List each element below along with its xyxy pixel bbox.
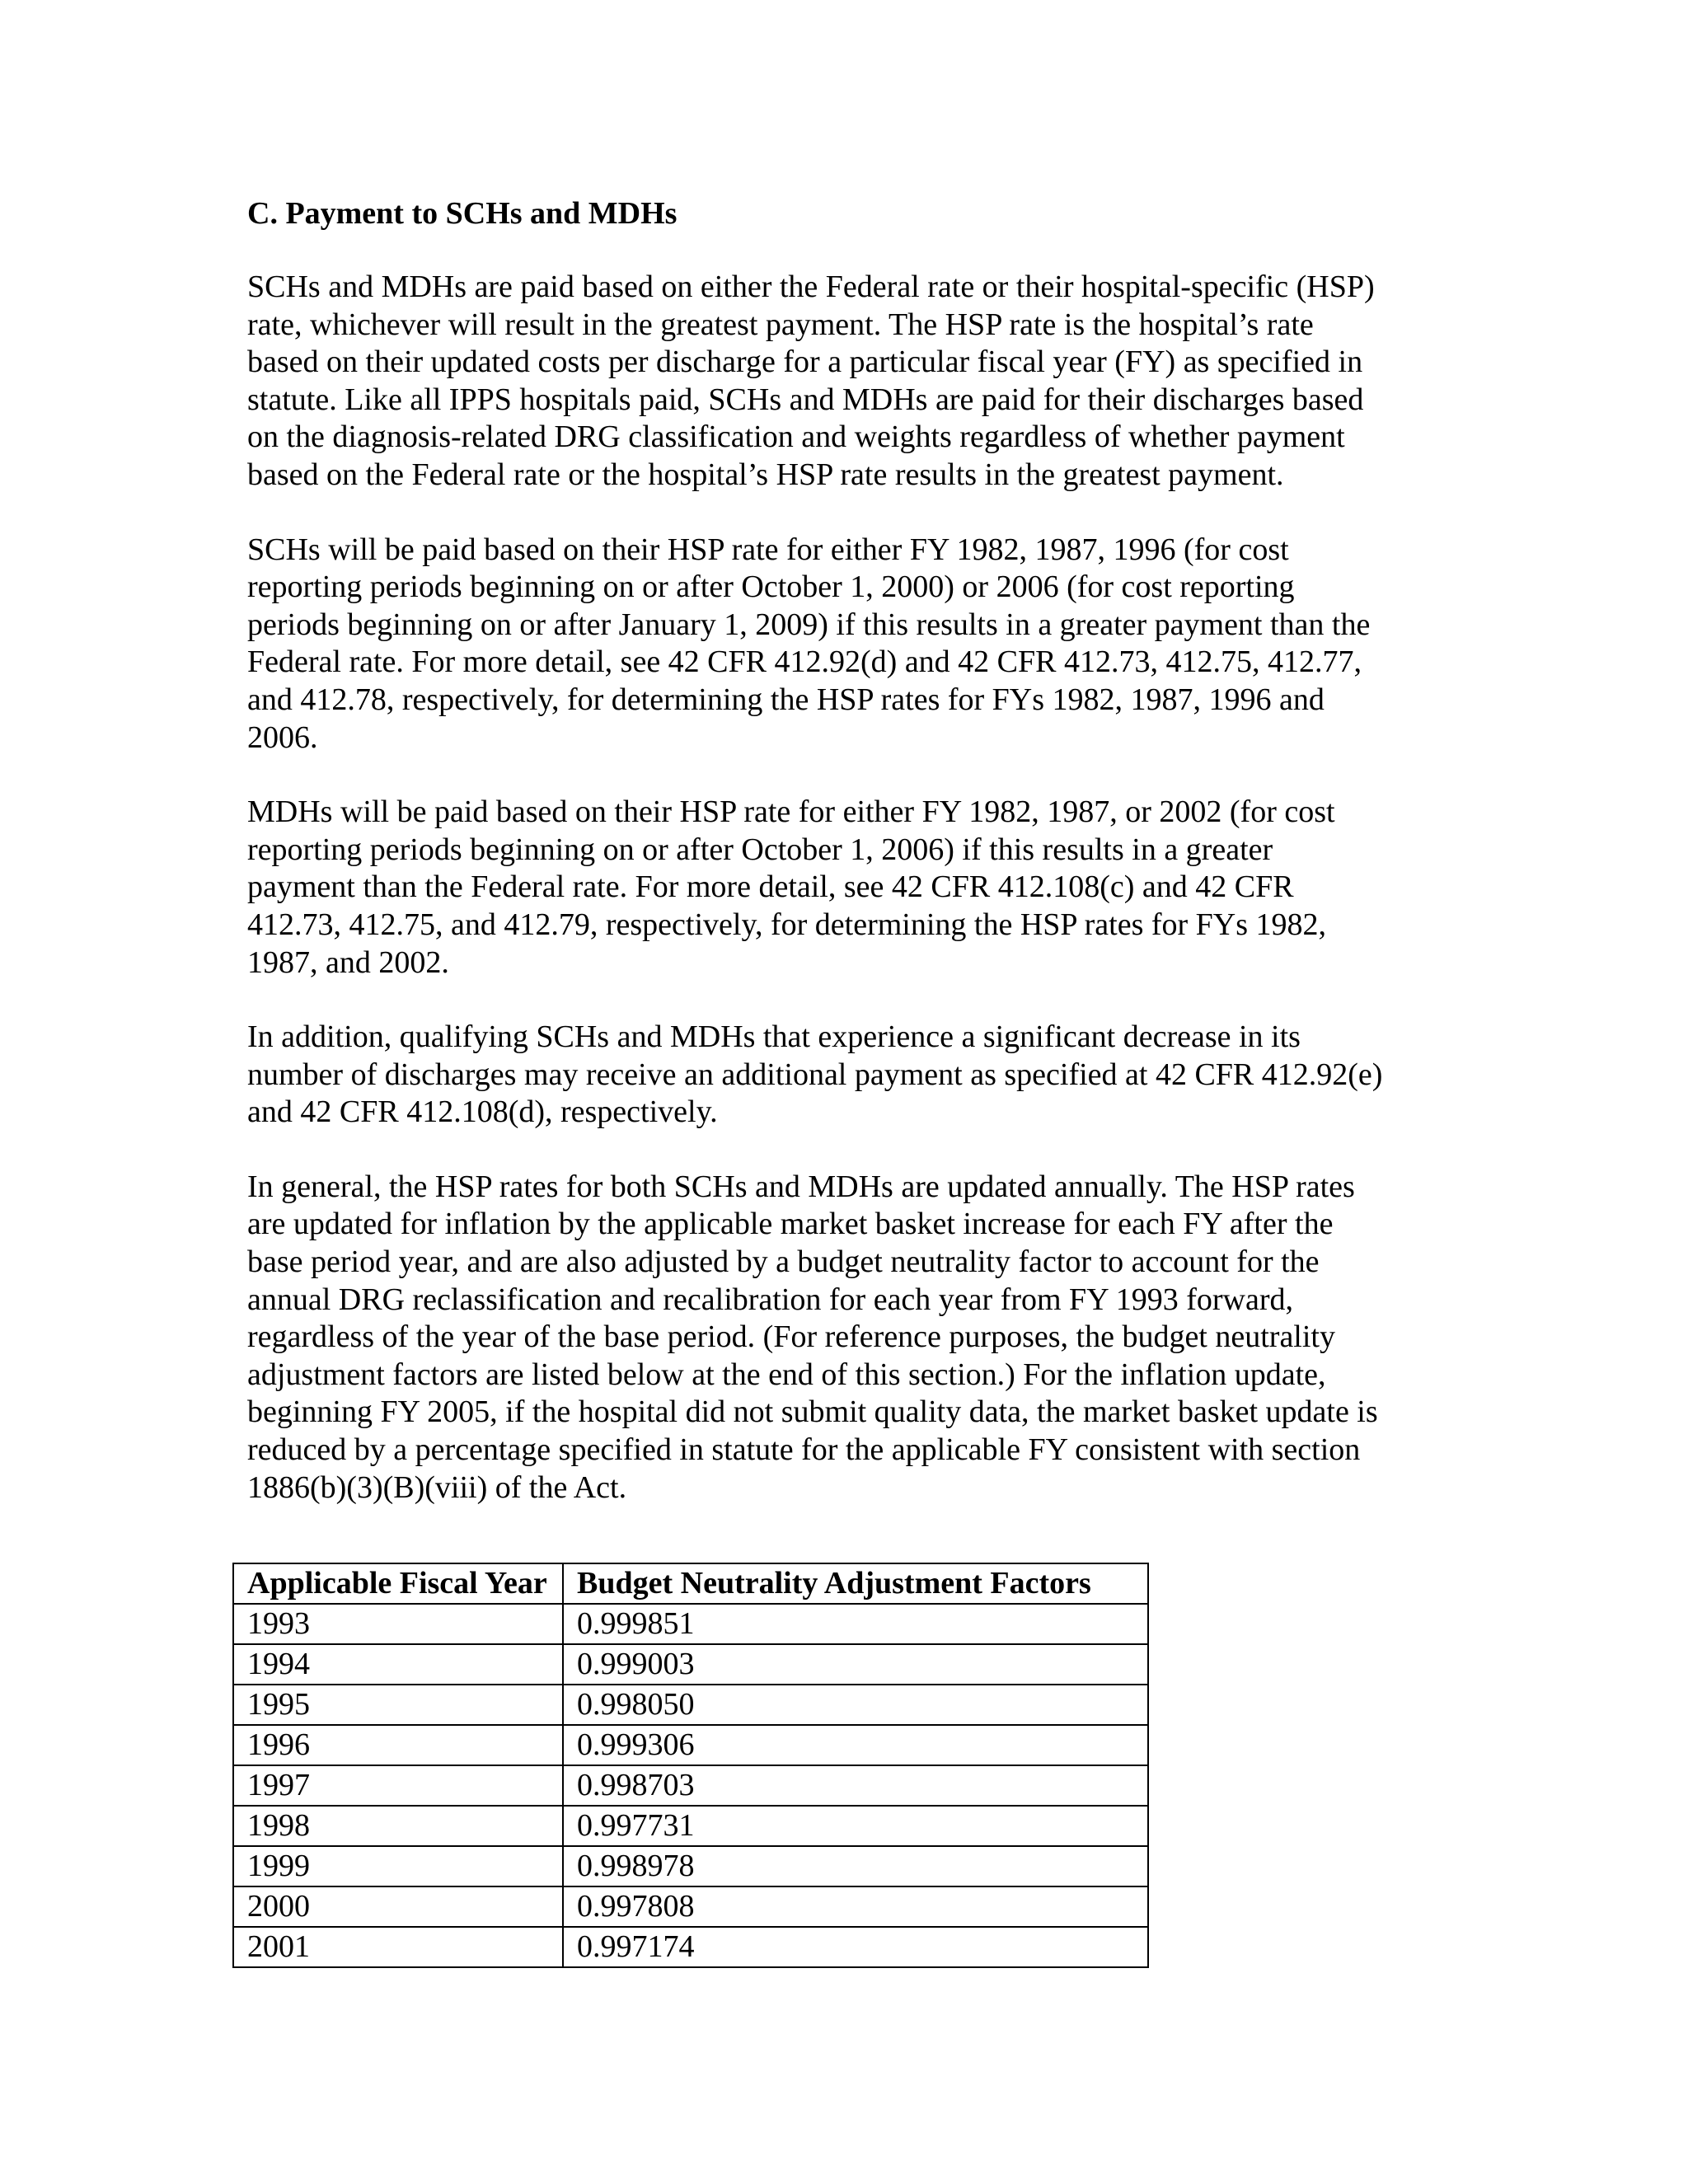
text-line: 2006. — [247, 719, 318, 755]
text-line: In addition, qualifying SCHs and MDHs that experience a significant decrease in its — [247, 1019, 1301, 1055]
document-body — [247, 194, 1459, 1544]
text-line: beginning FY 2005, if the hospital did not submit quality data, the market basket update is — [247, 1394, 1378, 1430]
budget-neutrality-table — [232, 1563, 1149, 1968]
text-line: In general, the HSP rates for both SCHs and MDHs are updated annually. The HSP rates — [247, 1169, 1355, 1204]
paragraph-mdh-hsp-rates — [247, 794, 1459, 982]
text-line: 412.73, 412.75, and 412.79, respectively, for determining the HSP rates for FYs 1982, — [247, 907, 1327, 942]
text-line: periods beginning on or after January 1, 2009) if this results in a greater payment than the — [247, 607, 1371, 642]
fiscal-year-cell: 1997 — [233, 1765, 563, 1806]
text-line: are updated for inflation by the applicable market basket increase for each FY after the — [247, 1207, 1334, 1242]
table-row — [233, 1644, 1148, 1685]
text-line: reporting periods beginning on or after October 1, 2000) or 2006 (for cost reporting — [247, 569, 1295, 605]
table-row — [233, 1765, 1148, 1806]
table-row — [233, 1604, 1148, 1644]
text-line: statute. Like all IPPS hospitals paid, SCHs and MDHs are paid for their discharges based — [247, 382, 1364, 417]
paragraph-additional-payment — [247, 1019, 1459, 1132]
adjustment-factor-cell: 0.999306 — [563, 1725, 1148, 1765]
adjustment-factor-cell: 0.999851 — [563, 1604, 1148, 1644]
text-line: and 412.78, respectively, for determining the HSP rates for FYs 1982, 1987, 1996 and — [247, 682, 1325, 717]
table-row — [233, 1846, 1148, 1886]
table-row — [233, 1886, 1148, 1927]
adjustment-factor-cell: 0.998978 — [563, 1846, 1148, 1886]
text-line: and 42 CFR 412.108(d), respectively. — [247, 1094, 718, 1130]
paragraph-annual-updates — [247, 1169, 1459, 1507]
fiscal-year-cell: 1994 — [233, 1644, 563, 1685]
fiscal-year-cell: 1998 — [233, 1806, 563, 1846]
fiscal-year-cell: 1999 — [233, 1846, 563, 1886]
text-line: SCHs will be paid based on their HSP rate for either FY 1982, 1987, 1996 (for cost — [247, 532, 1289, 567]
text-line: regardless of the year of the base period. (For reference purposes, the budget neutrality — [247, 1319, 1335, 1355]
table-row — [233, 1685, 1148, 1725]
table-row — [233, 1725, 1148, 1765]
text-line: number of discharges may receive an additional payment as specified at 42 CFR 412.92(e) — [247, 1057, 1383, 1092]
adjustment-factor-cell: 0.998050 — [563, 1685, 1148, 1725]
text-line: based on the Federal rate or the hospital’s HSP rate results in the greatest payment. — [247, 457, 1284, 492]
paragraph-sch-hsp-rates — [247, 532, 1459, 757]
column-header-fiscal-year: Applicable Fiscal Year — [233, 1563, 563, 1604]
text-line: reduced by a percentage specified in statute for the applicable FY consistent with section — [247, 1432, 1361, 1468]
fiscal-year-cell: 2000 — [233, 1886, 563, 1927]
text-line: on the diagnosis-related DRG classification and weights regardless of whether payment — [247, 419, 1345, 455]
text-line: 1886(b)(3)(B)(viii) of the Act. — [247, 1469, 627, 1505]
adjustment-factor-cell: 0.997174 — [563, 1927, 1148, 1967]
section-heading: C. Payment to SCHs and MDHs — [247, 196, 678, 231]
text-line: 1987, and 2002. — [247, 944, 449, 980]
text-line: based on their updated costs per discharge for a particular fiscal year (FY) as specified in — [247, 344, 1363, 380]
table-row — [233, 1927, 1148, 1967]
text-line: base period year, and are also adjusted by a budget neutrality factor to account for the — [247, 1244, 1320, 1280]
text-line: rate, whichever will result in the greatest payment. The HSP rate is the hospital’s rate — [247, 307, 1314, 342]
fiscal-year-cell: 1996 — [233, 1725, 563, 1765]
paragraph-payment-basis — [247, 269, 1459, 494]
table-header-row — [233, 1563, 1148, 1604]
text-line: annual DRG reclassification and recalibration for each year from FY 1993 forward, — [247, 1282, 1293, 1317]
fiscal-year-cell: 1993 — [233, 1604, 563, 1644]
adjustment-factor-cell: 0.998703 — [563, 1765, 1148, 1806]
text-line: SCHs and MDHs are paid based on either the Federal rate or their hospital-specific (HSP) — [247, 269, 1375, 304]
text-line: adjustment factors are listed below at the end of this section.) For the inflation update, — [247, 1357, 1326, 1392]
text-line: payment than the Federal rate. For more detail, see 42 CFR 412.108(c) and 42 CFR — [247, 869, 1294, 905]
adjustment-factor-cell: 0.997808 — [563, 1886, 1148, 1927]
text-line: reporting periods beginning on or after October 1, 2006) if this results in a greater — [247, 832, 1273, 867]
adjustment-factor-cell: 0.999003 — [563, 1644, 1148, 1685]
adjustment-factor-cell: 0.997731 — [563, 1806, 1148, 1846]
fiscal-year-cell: 2001 — [233, 1927, 563, 1967]
text-line: Federal rate. For more detail, see 42 CFR 412.92(d) and 42 CFR 412.73, 412.75, 412.77, — [247, 644, 1362, 680]
fiscal-year-cell: 1995 — [233, 1685, 563, 1725]
column-header-adjustment-factor: Budget Neutrality Adjustment Factors — [563, 1563, 1148, 1604]
table-row — [233, 1806, 1148, 1846]
text-line: MDHs will be paid based on their HSP rate for either FY 1982, 1987, or 2002 (for cost — [247, 794, 1335, 830]
